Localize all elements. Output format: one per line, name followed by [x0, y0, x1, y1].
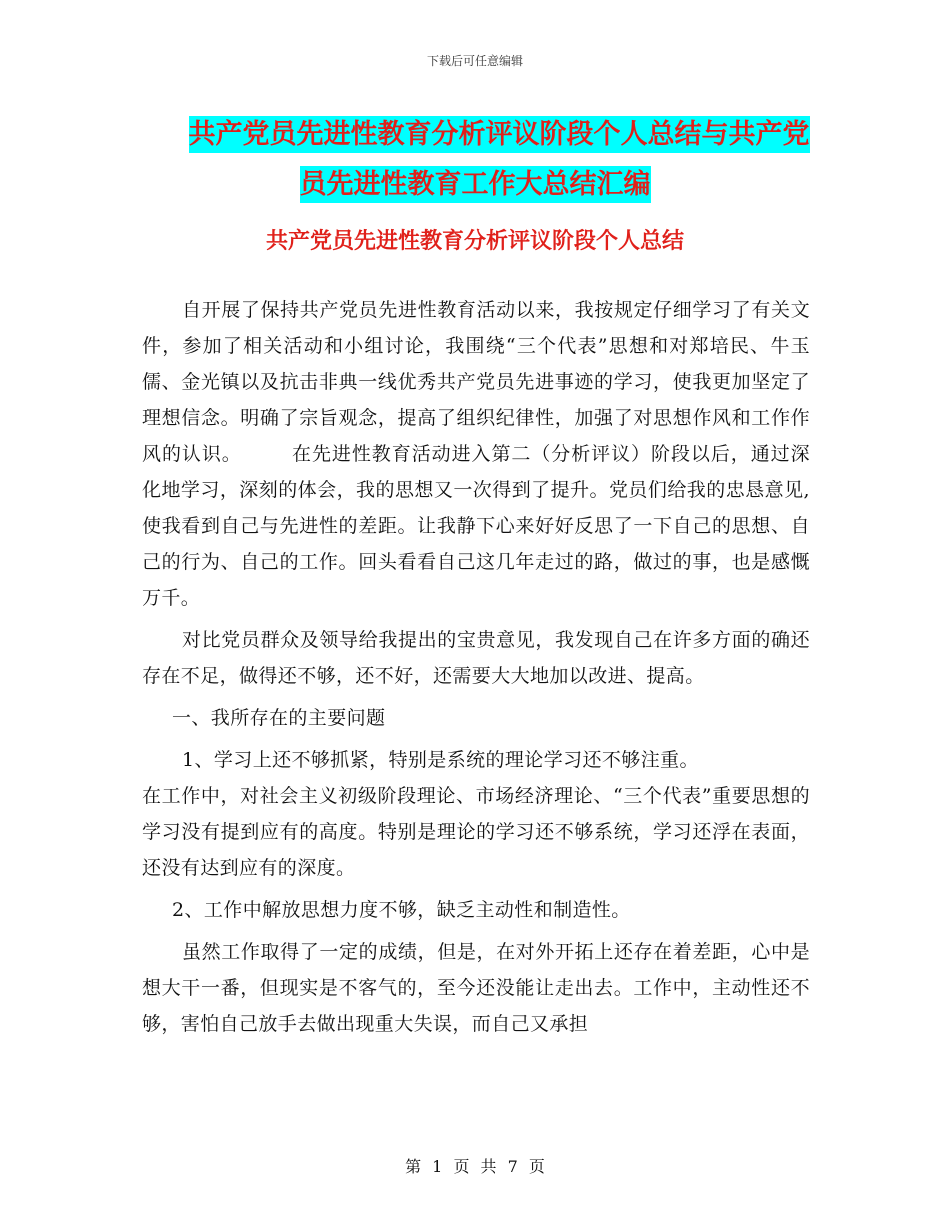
document-title-line1: 共产党员先进性教育分析评议阶段个人总结与共产党 [189, 116, 810, 153]
heading-main-problems: 一、我所存在的主要问题 [172, 707, 386, 729]
paragraph-intro: 自开展了保持共产党员先进性教育活动以来，我按规定仔细学习了有关文件，参加了相关活动和小组讨论，我围绕“三个代表”思想和对郑培民、牛玉儒、金光镇以及抗击非典一线优秀共产党员先进事迹的学习，使我更加坚定了理想信念。明确了宗旨观念，提高了组织纪律性，加强了对思想作风和工作作风的认识。 在先进性教育活动进入第二（分析评议）阶段以后，通过深化地学习，深刻的体会，我的思想又一次得到了提升。党员们给我的忠恳意见,使我看到自己与先进性的差距。让我静下心来好好反思了一下自己的思想、自己的行为、自己的工作。回头看看自己这几年走过的路，做过的事，也是感慨万千。 [142, 299, 810, 609]
document-title [0, 110, 950, 210]
page-footer: 第 1 页 共 7 页 [405, 1157, 545, 1176]
section-title: 共产党员先进性教育分析评议阶段个人总结 [265, 229, 684, 254]
header-note: 下载后可任意编辑 [426, 54, 523, 68]
paragraph-work-detail: 虽然工作取得了一定的成绩，但是，在对外开拓上还存在着差距，心中是想大干一番，但现实是不客气的，至今还没能让走出去。工作中，主动性还不够，害怕自己放手去做出现重大失误，而自己又承担 [142, 941, 810, 1035]
document-title-line2: 员先进性教育工作大总结汇编 [300, 166, 651, 203]
list-item-work: 2、工作中解放思想力度不够，缺乏主动性和制造性。 [172, 899, 631, 921]
list-item-study: 1、学习上还不够抓紧，特别是系统的理论学习还不够注重。 [182, 749, 699, 771]
document-body [142, 292, 810, 1042]
paragraph-comparison: 对比党员群众及领导给我提出的宝贵意见，我发现自己在许多方面的确还存在不足，做得还不够，还不好，还需要大大地加以改进、提高。 [142, 629, 810, 687]
paragraph-study-detail: 在工作中，对社会主义初级阶段理论、市场经济理论、“三个代表”重要思想的学习没有提到应有的高度。特别是理论的学习还不够系统，学习还浮在表面，还没有达到应有的深度。 [142, 785, 810, 879]
